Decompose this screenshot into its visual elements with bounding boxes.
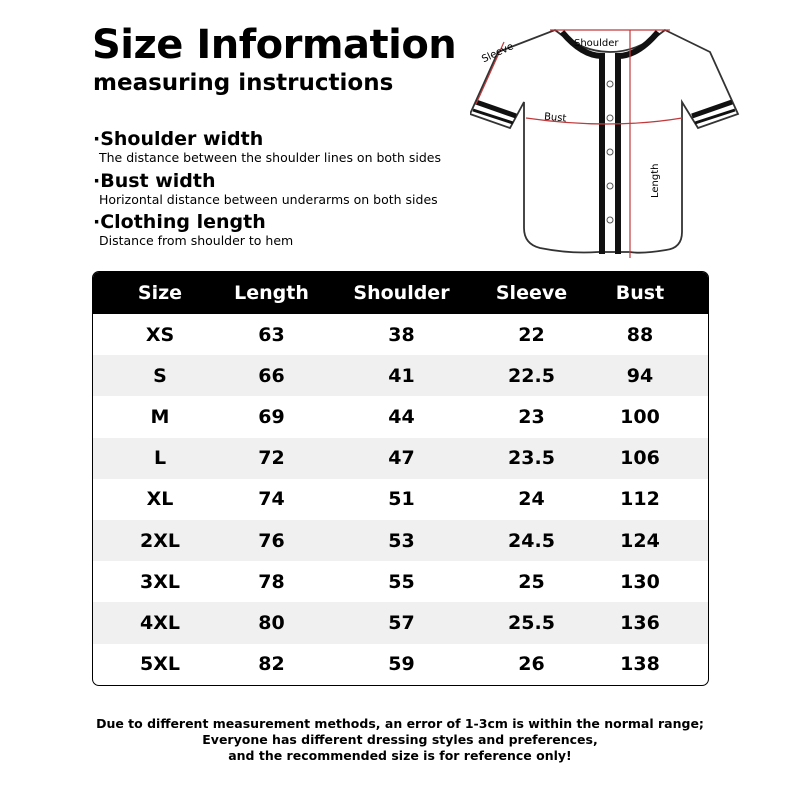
button-dot — [607, 115, 613, 121]
table-row — [93, 561, 708, 602]
cell-length: 72 — [258, 447, 285, 470]
cell-size: 2XL — [140, 529, 180, 552]
disclaimer-line: Due to different measurement methods, an error of 1-3cm is within the normal range; — [96, 716, 704, 731]
cell-shoulder: 57 — [388, 611, 415, 634]
cell-sleeve: 22.5 — [508, 364, 555, 387]
header-sleeve: Sleeve — [495, 282, 568, 304]
table-header — [93, 272, 708, 314]
cell-shoulder: 41 — [388, 364, 415, 387]
cell-size: XS — [145, 323, 175, 346]
shirt-diagram — [470, 22, 740, 264]
label-length: Length — [650, 163, 661, 198]
table-body — [93, 314, 708, 685]
page-subtitle: measuring instructions — [93, 70, 394, 96]
table-row — [93, 314, 708, 355]
instruction-length — [93, 211, 293, 248]
disclaimer-line: Everyone has different dressing styles and preferences, — [202, 732, 598, 747]
cell-sleeve: 26 — [518, 653, 545, 676]
page-title: Size Information — [92, 22, 457, 68]
instruction-heading: ·Bust width — [93, 170, 216, 192]
cell-bust: 136 — [620, 611, 660, 634]
table-row — [93, 438, 708, 479]
cell-size: M — [150, 405, 170, 428]
cell-shoulder: 51 — [388, 488, 415, 511]
instruction-heading: ·Shoulder width — [93, 128, 264, 150]
cell-shoulder: 55 — [388, 570, 415, 593]
cell-sleeve: 22 — [518, 323, 545, 346]
cell-length: 63 — [258, 323, 285, 346]
table-row — [93, 520, 708, 561]
disclaimer-line: and the recommended size is for reference only! — [228, 748, 572, 763]
cell-length: 80 — [258, 611, 285, 634]
instruction-desc: Horizontal distance between underarms on both sides — [99, 192, 438, 207]
cell-shoulder: 59 — [388, 653, 415, 676]
cell-sleeve: 23 — [518, 405, 545, 428]
button-dot — [607, 183, 613, 189]
cell-bust: 130 — [620, 570, 660, 593]
header-bust: Bust — [615, 282, 665, 304]
button-dot — [607, 217, 613, 223]
cell-bust: 100 — [620, 405, 660, 428]
table-row — [93, 644, 708, 685]
button-dot — [607, 149, 613, 155]
header-length: Length — [234, 282, 309, 304]
cell-size: 5XL — [140, 653, 180, 676]
cell-size: S — [153, 364, 167, 387]
instruction-bust — [93, 170, 438, 207]
cell-size: 3XL — [140, 570, 180, 593]
cell-shoulder: 53 — [388, 529, 415, 552]
size-table — [92, 271, 709, 686]
header-shoulder: Shoulder — [353, 282, 450, 304]
cell-length: 69 — [258, 405, 285, 428]
cell-bust: 106 — [620, 447, 660, 470]
cell-length: 66 — [258, 364, 285, 387]
instruction-shoulder — [93, 128, 441, 165]
cell-sleeve: 25 — [518, 570, 545, 593]
cell-shoulder: 38 — [388, 323, 415, 346]
table-row — [93, 355, 708, 396]
instruction-heading: ·Clothing length — [93, 211, 266, 233]
instruction-desc: The distance between the shoulder lines on both sides — [99, 150, 441, 165]
cell-bust: 112 — [620, 488, 660, 511]
table-row — [93, 479, 708, 520]
cell-length: 82 — [258, 653, 285, 676]
disclaimer — [0, 716, 800, 764]
table-row — [93, 602, 708, 643]
cell-size: L — [153, 447, 167, 470]
cell-bust: 138 — [620, 653, 660, 676]
label-sleeve: Sleeve — [480, 41, 516, 66]
instruction-desc: Distance from shoulder to hem — [99, 233, 294, 248]
cell-bust: 94 — [626, 364, 654, 387]
button-dot — [607, 81, 613, 87]
cell-sleeve: 23.5 — [508, 447, 555, 470]
cell-sleeve: 24.5 — [508, 529, 555, 552]
cell-shoulder: 47 — [388, 447, 415, 470]
cell-bust: 88 — [626, 323, 654, 346]
cell-size: 4XL — [140, 611, 180, 634]
table-row — [93, 396, 708, 437]
cell-size: XL — [146, 488, 174, 511]
cell-length: 74 — [258, 488, 285, 511]
cell-sleeve: 24 — [518, 488, 545, 511]
header-size: Size — [137, 282, 183, 304]
label-shoulder: Shoulder — [574, 38, 619, 49]
cell-sleeve: 25.5 — [508, 611, 555, 634]
label-bust: Bust — [543, 111, 567, 125]
cell-length: 76 — [258, 529, 285, 552]
cell-length: 78 — [258, 570, 285, 593]
cell-shoulder: 44 — [388, 405, 415, 428]
cell-bust: 124 — [620, 529, 660, 552]
